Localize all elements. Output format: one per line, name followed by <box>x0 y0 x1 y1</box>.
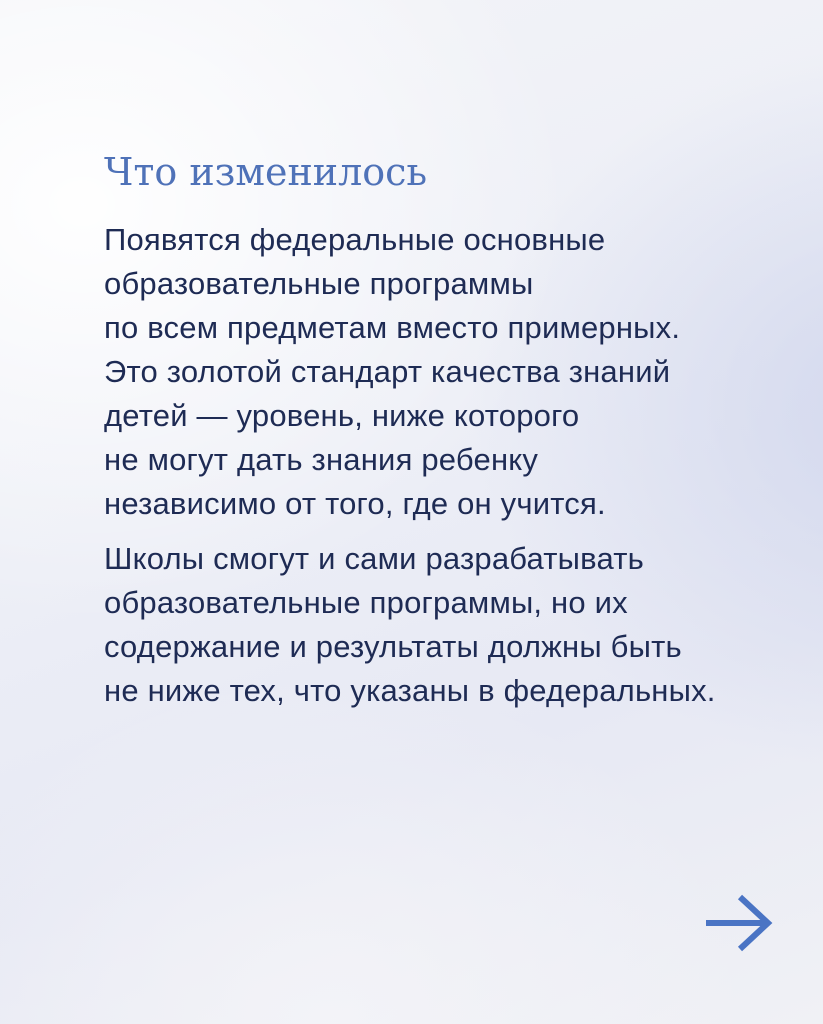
text-line: независимо от того, где он учится. <box>104 486 606 521</box>
text-line: Школы смогут и сами разрабатывать <box>104 541 644 576</box>
arrow-right-icon <box>702 890 776 956</box>
text-line: детей — уровень, ниже которого <box>104 398 580 433</box>
paragraph-federal-programs <box>104 218 680 526</box>
text-line: Появятся федеральные основные <box>104 222 606 257</box>
text-line: Это золотой стандарт качества знаний <box>104 354 671 389</box>
text-line: не ниже тех, что указаны в федеральных. <box>104 673 716 708</box>
text-line: по всем предметам вместо примерных. <box>104 310 681 345</box>
paragraph-school-programs <box>104 537 716 713</box>
slide-heading: Что изменилось <box>104 150 428 194</box>
text-line: образовательные программы <box>104 266 534 301</box>
text-line: содержание и результаты должны быть <box>104 629 682 664</box>
text-line: образовательные программы, но их <box>104 585 628 620</box>
text-line: не могут дать знания ребенку <box>104 442 539 477</box>
next-slide-button[interactable] <box>702 890 776 956</box>
